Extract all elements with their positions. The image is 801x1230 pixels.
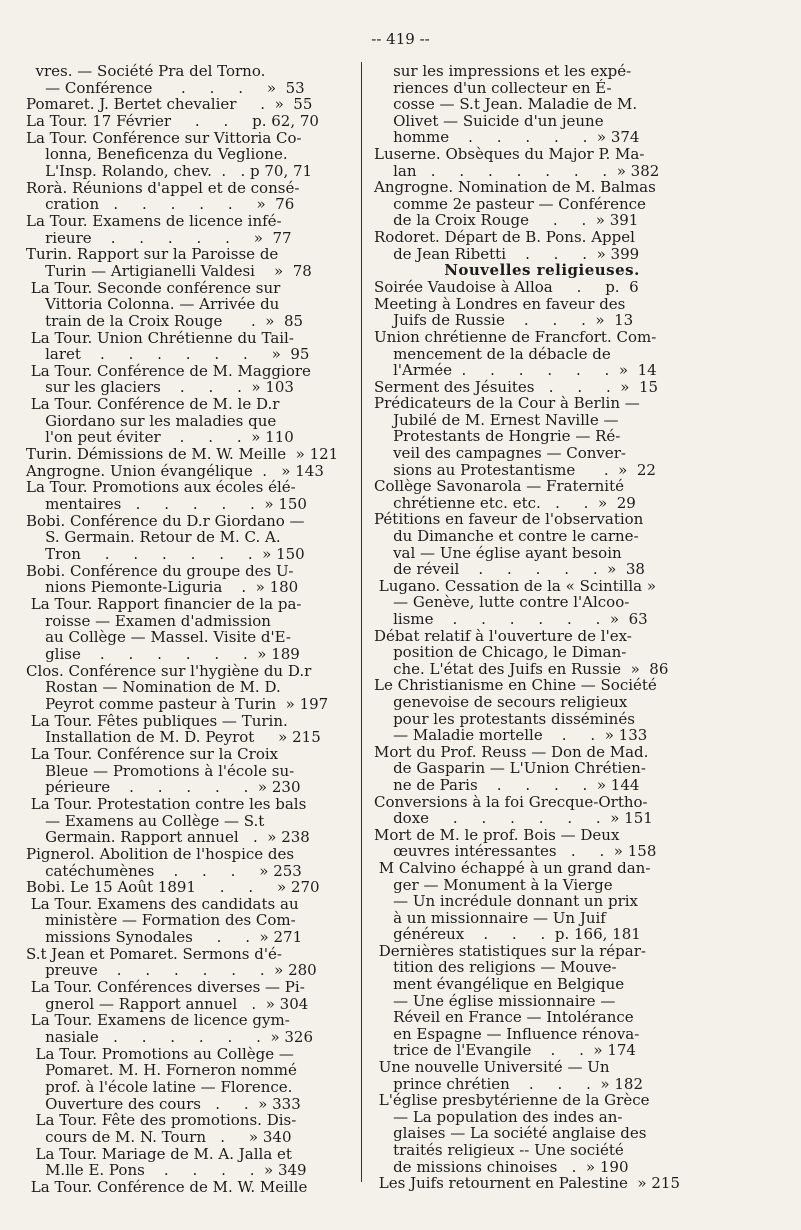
index-entry-line: gnerol — Rapport annuel . » 304 [26, 994, 309, 1013]
index-entry-line: La Tour. Promotions aux écoles élé- [26, 478, 296, 497]
index-entry-line: Pignerol. Abolition de l'hospice des [26, 844, 295, 863]
index-entry-line: catéchumènes . . . » 253 [26, 861, 302, 880]
index-entry-line: périeure . . . . . » 230 [26, 778, 301, 797]
right-column-top-entries [374, 63, 710, 262]
index-entry-line: généreux . . . p. 166, 181 [374, 925, 641, 944]
index-entry-line: M Calvino échappé à un grand dan- [374, 858, 651, 877]
index-entry-line: prince chrétien . . . » 182 [374, 1074, 643, 1093]
index-entry-line: La Tour. Mariage de M. A. Jalla et [26, 1144, 292, 1163]
index-entry-line: Collège Savonarola — Fraternité [374, 477, 624, 496]
index-entry-line: M.lle E. Pons . . . . » 349 [26, 1161, 307, 1180]
index-entry-line: Les Juifs retournent en Palestine » 215 [374, 1174, 681, 1193]
page-number: -- 419 -- [371, 30, 430, 48]
index-entry-line: — Genève, lutte contre l'Alcoo- [374, 593, 630, 612]
index-entry-line: Juifs de Russie . . . » 13 [374, 311, 634, 330]
index-entry-line: La Tour. Seconde conférence sur [26, 278, 281, 297]
index-entry-line: lonna, Beneficenza du Veglione. [26, 145, 288, 164]
index-entry-line: Une nouvelle Université — Un [374, 1058, 610, 1077]
index-entry-line: ne de Paris . . . . » 144 [374, 775, 640, 794]
index-entry-line: chrétienne etc. etc. . . » 29 [374, 493, 636, 512]
index-entry-line: du Dimanche et contre le carne- [374, 527, 639, 546]
left-column [26, 63, 352, 1196]
index-entry-line: Giordano sur les maladies que [26, 411, 277, 430]
index-entry-line: de Gasparin — L'Union Chrétien- [374, 759, 646, 778]
index-entry-line: val — Une église ayant besoin [374, 543, 622, 562]
index-entry-line: veil des campagnes — Conver- [374, 444, 626, 463]
index-entry-line: La Tour. Union Chrétienne du Tail- [26, 328, 294, 347]
index-entry-line: vres. — Société Pra del Torno. [26, 62, 266, 80]
index-entry-line: missions Synodales . . » 271 [26, 928, 303, 947]
index-entry-line: Vittoria Colonna. — Arrivée du [26, 295, 280, 314]
index-entry-line: Angrogne. Union évangélique . » 143 [26, 461, 324, 480]
index-entry-line: La Tour. Conférence de M. Maggiore [26, 361, 311, 380]
index-entry-line: Mort de M. le prof. Bois — Deux [374, 825, 620, 844]
index-entry-line: — La population des indes an- [374, 1107, 623, 1126]
index-entry-line: Pomaret. J. Bertet chevalier . » 55 [26, 95, 313, 114]
index-entry-line: Union chrétienne de Francfort. Com- [374, 327, 657, 346]
index-entry-line: Débat relatif à l'ouverture de l'ex- [374, 626, 632, 645]
index-entry-line: glise . . . . . . » 189 [26, 644, 300, 663]
index-entry-line: Clos. Conférence sur l'hygiène du D.r [26, 661, 312, 680]
index-entry-line: La Tour. Conférences diverses — Pi- [26, 978, 305, 997]
index-entry-line: Jubilé de M. Ernest Naville — [374, 410, 619, 429]
index-entry-line: La Tour. Conférence sur Vittoria Co- [26, 128, 302, 147]
index-entry-line: — Maladie mortelle . . » 133 [374, 726, 648, 745]
index-entry-line: de réveil . . . . . » 38 [374, 560, 645, 579]
index-entry-line: sur les glaciers . . . » 103 [26, 378, 294, 397]
index-entry-line: trice de l'Evangile . . » 174 [374, 1041, 636, 1060]
index-entry-line: Protestants de Hongrie — Ré- [374, 427, 621, 446]
index-entry-line: Pomaret. M. H. Forneron nommé [26, 1061, 297, 1080]
index-entry-line: ministère — Formation des Com- [26, 911, 296, 930]
index-entry-line: cours de M. N. Tourn . » 340 [26, 1128, 292, 1146]
index-entry-line: prof. à l'école latine — Florence. [26, 1078, 293, 1097]
index-entry-line: — Examens au Collège — S.t [26, 811, 265, 830]
index-entry-line: mentaires . . . . . » 150 [26, 495, 307, 514]
index-entry-line: traités religieux -- Une société [374, 1141, 624, 1159]
index-entry-line: La Tour. Promotions au Collège — [26, 1044, 294, 1063]
index-entry-line: Réveil en France — Intolérance [374, 1008, 634, 1027]
index-entry-line: mencement de la débacle de [374, 344, 611, 363]
column-divider [361, 62, 362, 1182]
index-entry-line: Serment des Jésuites . . . » 15 [374, 377, 659, 396]
index-entry-line: Le Christianisme en Chine — Société [374, 676, 657, 695]
index-entry-line: genevoise de secours religieux [374, 692, 628, 711]
index-entry-line: Soirée Vaudoise à Alloa . p. 6 [374, 278, 639, 297]
index-entry-line: Bleue — Promotions à l'école su- [26, 761, 295, 780]
index-entry-line: Luserne. Obsèques du Major P. Ma- [374, 144, 645, 163]
right-column [374, 63, 710, 1192]
index-entry-line: ment évangélique en Belgique [374, 975, 625, 994]
index-entry-line: L'Insp. Rolando, chev. . . p 70, 71 [26, 161, 313, 180]
index-entry-line: Rodoret. Départ de B. Pons. Appel [374, 227, 635, 246]
index-entry-line: preuve . . . . . . » 280 [26, 961, 317, 980]
index-entry-line: Bobi. Le 15 Août 1891 . . » 270 [26, 878, 320, 897]
index-entry-line: La Tour. Protestation contre les bals [26, 794, 307, 813]
index-entry-line: rieure . . . . . » 77 [26, 228, 292, 247]
index-entry-line: homme . . . . . » 374 [374, 128, 640, 147]
index-entry-line: Rostan — Nomination de M. D. [26, 678, 281, 697]
index-entry-line: sur les impressions et les expé- [374, 62, 632, 80]
index-entry-line: doxe . . . . . . » 151 [374, 809, 653, 828]
index-entry-line: Turin — Artigianelli Valdesi » 78 [26, 261, 312, 280]
index-entry-line: de missions chinoises . » 190 [374, 1157, 629, 1176]
index-entry-line: laret . . . . . . » 95 [26, 345, 310, 364]
section-heading-nouvelles-religieuses: Nouvelles religieuses. [444, 261, 640, 280]
index-entry-line: L'église presbytérienne de la Grèce [374, 1091, 650, 1110]
index-entry-line: œuvres intéressantes . . » 158 [374, 842, 657, 861]
index-entry-line: à un missionnaire — Un Juif [374, 908, 606, 927]
index-entry-line: riences d'un collecteur en É- [374, 78, 612, 97]
index-entry-line: cration . . . . . » 76 [26, 195, 295, 214]
index-entry-line: tition des religions — Mouve- [374, 958, 617, 977]
index-entry-line: La Tour. Examens de licence gym- [26, 1011, 290, 1030]
index-entry-line: train de la Croix Rouge . » 85 [26, 311, 304, 330]
index-entry-line: Tron . . . . . . » 150 [26, 545, 305, 564]
index-entry-line: pour les protestants disséminés [374, 709, 635, 728]
index-entry-line: l'on peut éviter . . . » 110 [26, 428, 294, 447]
index-entry-line: La Tour. Conférence sur la Croix [26, 744, 279, 763]
index-entry-line: Peyrot comme pasteur à Turin » 197 [26, 694, 329, 713]
index-entry-line: — Une église missionnaire — [374, 991, 616, 1010]
index-entry-line: La Tour. Conférence de M. W. Meille [26, 1177, 308, 1196]
index-entry-line: La Tour. Fête des promotions. Dis- [26, 1111, 297, 1130]
right-column-bottom-entries [374, 279, 710, 1192]
index-entry-line: — Un incrédule donnant un prix [374, 892, 638, 911]
index-entry-line: Mort du Prof. Reuss — Don de Mad. [374, 742, 649, 761]
index-entry-line: La Tour. Fêtes publiques — Turin. [26, 711, 288, 730]
index-entry-line: lan . . . . . . . » 382 [374, 161, 660, 180]
index-entry-line: au Collège — Massel. Visite d'E- [26, 628, 291, 647]
index-entry-line: La Tour. 17 Février . . p. 62, 70 [26, 111, 319, 130]
index-entry-line: cosse — S.t Jean. Maladie de M. [374, 95, 638, 114]
index-entry-line: Ouverture des cours . . » 333 [26, 1094, 301, 1113]
index-entry-line: La Tour. Rapport financier de la pa- [26, 595, 302, 613]
index-entry-line: Olivet — Suicide d'un jeune [374, 111, 604, 130]
index-entry-line: comme 2e pasteur — Conférence [374, 194, 646, 213]
index-entry-line: de la Croix Rouge . . » 391 [374, 211, 639, 230]
index-entry-line: lisme . . . . . . » 63 [374, 610, 648, 628]
index-entry-line: La Tour. Examens de licence infé- [26, 211, 282, 230]
index-entry-line: Germain. Rapport annuel . » 238 [26, 828, 310, 847]
index-entry-line: Bobi. Conférence du D.r Giordano — [26, 511, 305, 530]
index-entry-line: de Jean Ribetti . . . » 399 [374, 244, 640, 263]
index-entry-line: nasiale . . . . . . » 326 [26, 1028, 314, 1047]
index-entry-line: — Conférence . . . » 53 [26, 78, 305, 97]
index-entry-line: La Tour. Conférence de M. le D.r [26, 395, 280, 414]
index-entry-line: ger — Monument à la Vierge [374, 875, 613, 894]
index-entry-line: S.t Jean et Pomaret. Sermons d'é- [26, 944, 282, 963]
index-entry-line: Turin. Démissions de M. W. Meille » 121 [26, 445, 339, 464]
index-entry-line: Prédicateurs de la Cour à Berlin — [374, 394, 640, 413]
index-entry-line: Conversions à la foi Grecque-Ortho- [374, 792, 648, 811]
index-entry-line: Installation de M. D. Peyrot » 215 [26, 728, 321, 747]
index-entry-line: en Espagne — Influence rénova- [374, 1024, 640, 1043]
index-entry-line: che. L'état des Juifs en Russie » 86 [374, 659, 669, 678]
index-entry-line: Lugano. Cessation de la « Scintilla » [374, 576, 657, 595]
index-entry-line: La Tour. Examens des candidats au [26, 894, 299, 913]
index-entry-line: sions au Protestantisme . » 22 [374, 460, 656, 479]
index-entry-line: Turin. Rapport sur la Paroisse de [26, 245, 279, 264]
index-entry-line: S. Germain. Retour de M. C. A. [26, 528, 281, 547]
index-entry-line: Bobi. Conférence du groupe des U- [26, 561, 294, 580]
index-entry-line: Meeting à Londres en faveur des [374, 294, 626, 313]
index-entry-line: nions Piemonte-Liguria . » 180 [26, 578, 299, 597]
index-entry-line: position de Chicago, le Diman- [374, 643, 627, 662]
index-entry-line: Rorà. Réunions d'appel et de consé- [26, 178, 300, 197]
index-entry-line: Pétitions en faveur de l'observation [374, 510, 644, 529]
index-entry-line: glaises — La société anglaise des [374, 1124, 647, 1143]
index-entry-line: Angrogne. Nomination de M. Balmas [374, 178, 656, 197]
index-entry-line: roisse — Examen d'admission [26, 611, 271, 630]
index-entry-line: l'Armée . . . . . . » 14 [374, 361, 657, 380]
index-entry-line: Dernières statistiques sur la répar- [374, 941, 646, 960]
